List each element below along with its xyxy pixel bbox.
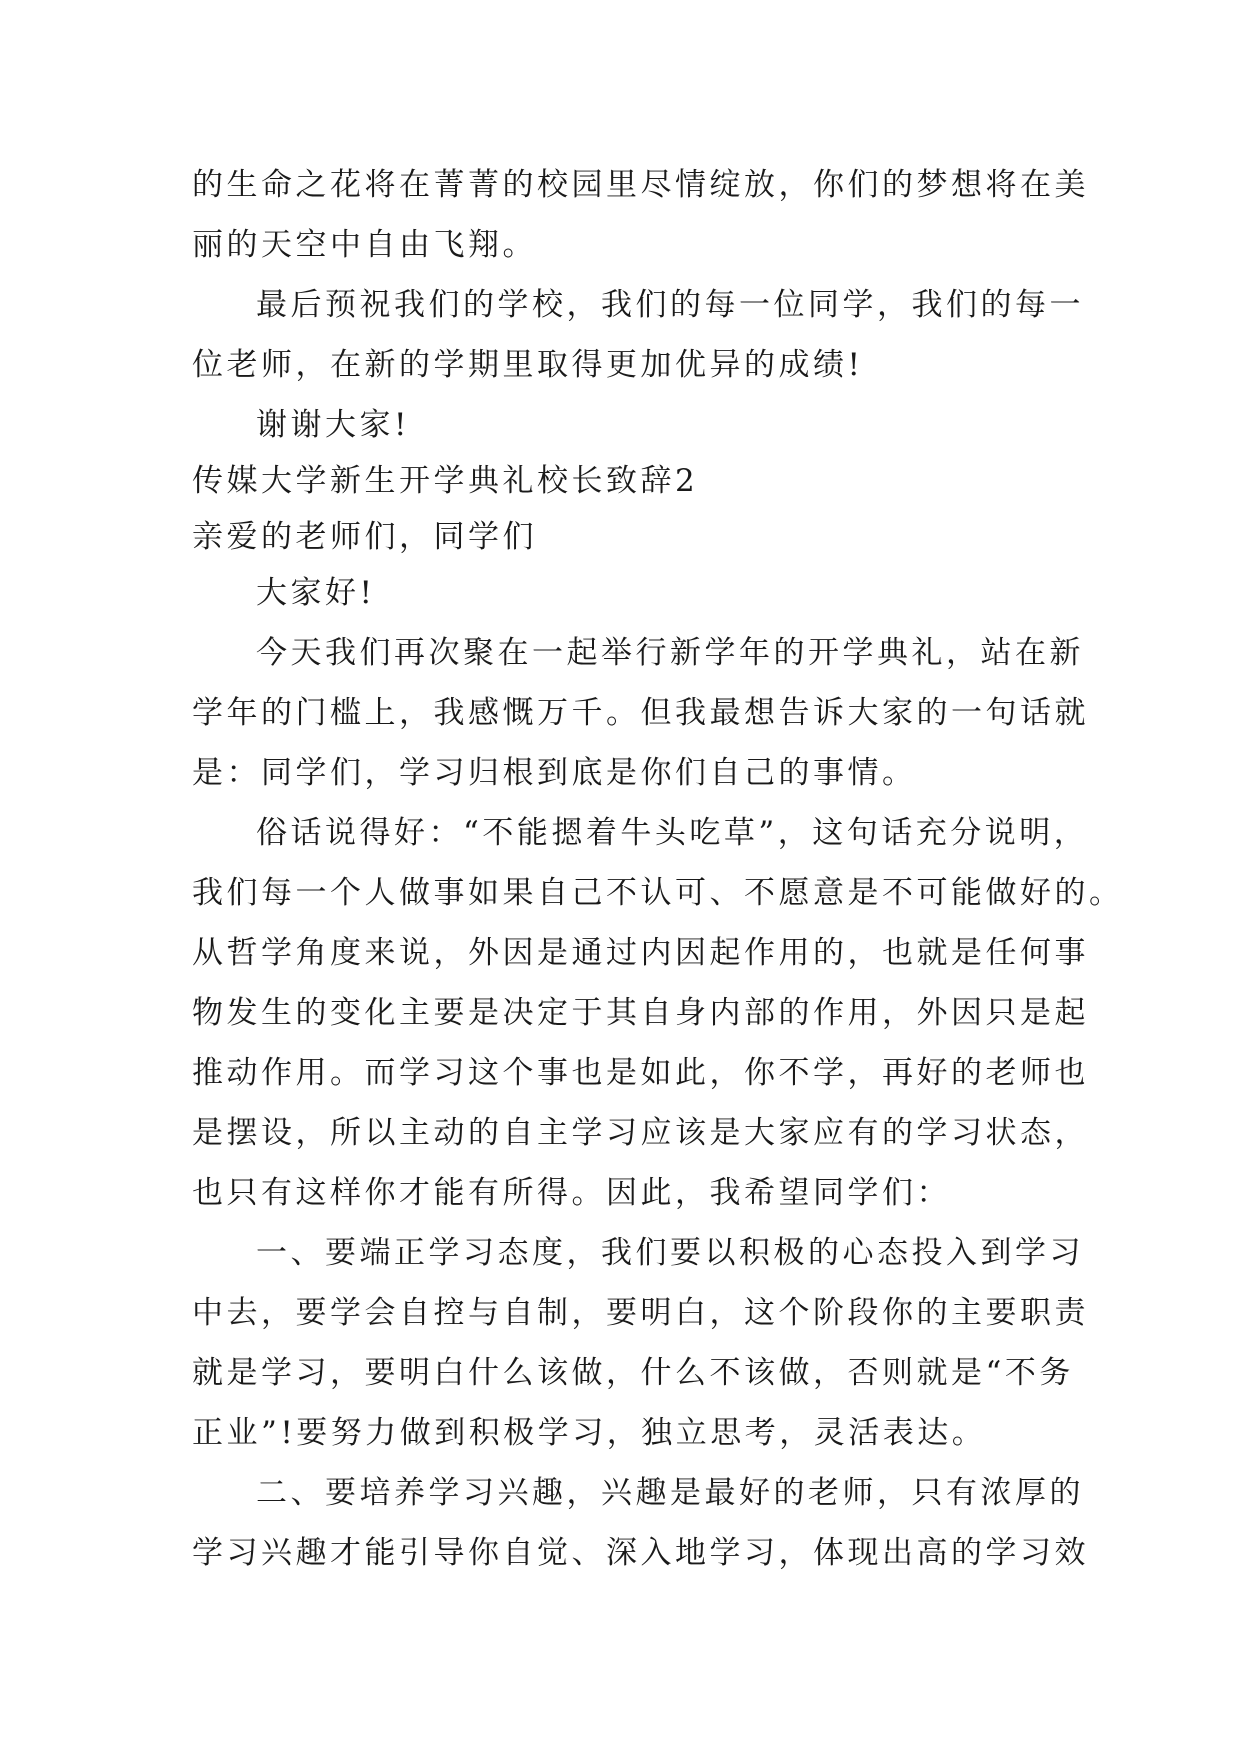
paragraph-line: 最后预祝我们的学校，我们的每一位同学，我们的每一 bbox=[256, 287, 1084, 323]
paragraph-line: 位老师，在新的学期里取得更加优异的成绩! bbox=[192, 347, 864, 383]
paragraph-line: 我们每一个人做事如果自己不认可、不愿意是不可能做好的。 bbox=[192, 875, 1124, 911]
paragraph-line: 是摆设，所以主动的自主学习应该是大家应有的学习状态， bbox=[192, 1115, 1089, 1151]
paragraph-line: 学习兴趣才能引导你自觉、深入地学习，体现出高的学习效 bbox=[192, 1535, 1089, 1571]
paragraph-line: 今天我们再次聚在一起举行新学年的开学典礼，站在新 bbox=[256, 635, 1084, 671]
section-title: 传媒大学新生开学典礼校长致辞2 bbox=[192, 463, 699, 499]
paragraph-line: 二、要培养学习兴趣，兴趣是最好的老师，只有浓厚的 bbox=[256, 1475, 1084, 1511]
paragraph-line: 是：同学们，学习归根到底是你们自己的事情。 bbox=[192, 755, 917, 791]
paragraph-line: 也只有这样你才能有所得。因此，我希望同学们： bbox=[192, 1175, 951, 1211]
salutation: 亲爱的老师们，同学们 bbox=[192, 519, 537, 555]
paragraph-line: 正业”!要努力做到积极学习，独立思考，灵活表达。 bbox=[192, 1415, 987, 1451]
paragraph-line: 中去，要学会自控与自制，要明白，这个阶段你的主要职责 bbox=[192, 1295, 1089, 1331]
greeting: 大家好! bbox=[256, 575, 376, 611]
paragraph-line: 就是学习，要明白什么该做，什么不该做，否则就是“不务 bbox=[192, 1355, 1074, 1391]
paragraph-line: 物发生的变化主要是决定于其自身内部的作用，外因只是起 bbox=[192, 995, 1089, 1031]
paragraph-line: 推动作用。而学习这个事也是如此，你不学，再好的老师也 bbox=[192, 1055, 1089, 1091]
closing-line: 谢谢大家! bbox=[256, 407, 410, 443]
paragraph-line: 从哲学角度来说，外因是通过内因起作用的，也就是任何事 bbox=[192, 935, 1089, 971]
paragraph-line: 俗话说得好：“不能摁着牛头吃草”，这句话充分说明， bbox=[256, 815, 1089, 851]
paragraph-line: 学年的门槛上，我感慨万千。但我最想告诉大家的一句话就 bbox=[192, 695, 1089, 731]
paragraph-line: 丽的天空中自由飞翔。 bbox=[192, 227, 537, 263]
paragraph-line: 一、要端正学习态度，我们要以积极的心态投入到学习 bbox=[256, 1235, 1084, 1271]
paragraph-line: 的生命之花将在菁菁的校园里尽情绽放，你们的梦想将在美 bbox=[192, 167, 1089, 203]
